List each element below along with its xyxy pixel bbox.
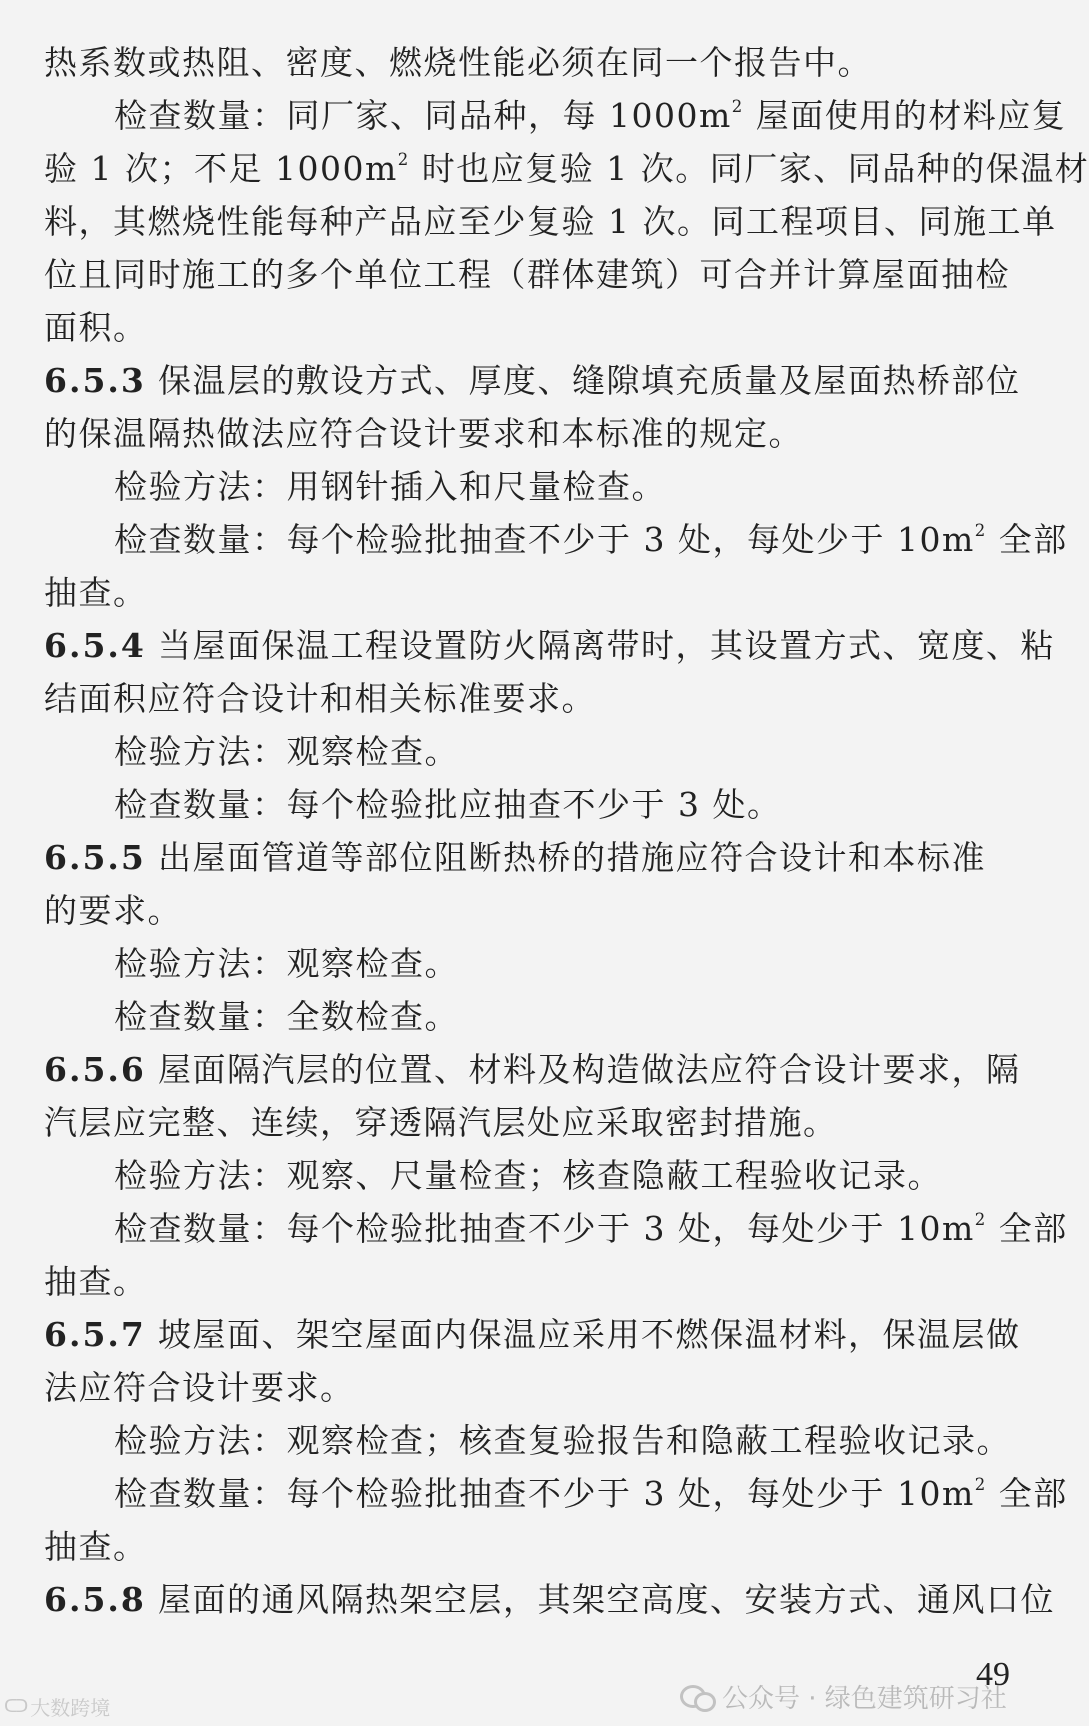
line-text: 检验方法：观察检查。 (114, 944, 459, 983)
text-line (44, 142, 1089, 195)
text-line (44, 407, 1030, 460)
text-line (44, 248, 1030, 301)
text-line (44, 1202, 1068, 1255)
line-text: 检验方法：观察检查。 (114, 732, 459, 771)
page-number: 49 (976, 1656, 1010, 1693)
text-line (44, 937, 1030, 990)
text-line (44, 1149, 1030, 1202)
line-text: 检查数量：全数检查。 (114, 997, 459, 1036)
line-text: 检查数量：每个检验批抽查不少于 3 处，每处少于 $10m^2$ 全部 (114, 1209, 1068, 1248)
document-body (44, 36, 1089, 1626)
line-text: 验 1 次；不足 $1000m^2$ 时也应复验 1 次。同厂家、同品种的保温材 (44, 149, 1089, 188)
text-line (44, 36, 1030, 89)
clause-heading-line (44, 354, 1030, 407)
clause-number: 6.5.4 (44, 626, 146, 665)
text-line (44, 1255, 1030, 1308)
text-line (44, 89, 1067, 142)
clause-number: 6.5.6 (44, 1050, 146, 1089)
logo-icon: ᑕᑐ (4, 1696, 27, 1717)
line-text: 屋面的通风隔热架空层，其架空高度、安装方式、通风口位 (158, 1580, 1055, 1619)
watermark-text: 公众号 · 绿色建筑研习社 (722, 1684, 1007, 1714)
text-line (44, 301, 1030, 354)
clause-number: 6.5.5 (44, 838, 146, 877)
line-text: 检验方法：观察检查；核查复验报告和隐蔽工程验收记录。 (114, 1421, 1011, 1460)
line-text: 抽查。 (44, 573, 148, 612)
line-text: 的保温隔热做法应符合设计要求和本标准的规定。 (44, 414, 803, 453)
text-line (44, 1361, 1030, 1414)
watermark (680, 1678, 1007, 1715)
clause-heading-line (44, 1573, 1055, 1626)
line-text: 检查数量：同厂家、同品种，每 $1000m^2$ 屋面使用的材料应复 (114, 96, 1067, 135)
corner-mark-text: 大数跨境 (30, 1696, 111, 1720)
text-line (44, 884, 1030, 937)
line-text: 保温层的敷设方式、厚度、缝隙填充质量及屋面热桥部位 (158, 361, 1021, 400)
clause-heading-line (44, 831, 1030, 884)
line-text: 检查数量：每个检验批抽查不少于 3 处，每处少于 $10m^2$ 全部 (114, 520, 1068, 559)
corner-mark (4, 1692, 110, 1721)
line-text: 位且同时施工的多个单位工程（群体建筑）可合并计算屋面抽检 (44, 255, 1010, 294)
line-text: 热系数或热阻、密度、燃烧性能必须在同一个报告中。 (44, 43, 872, 82)
clause-heading-line (44, 1308, 1030, 1361)
text-line (44, 1096, 1030, 1149)
clause-number: 6.5.3 (44, 361, 146, 400)
line-text: 法应符合设计要求。 (44, 1368, 355, 1407)
line-text: 检验方法：观察、尺量检查；核查隐蔽工程验收记录。 (114, 1156, 942, 1195)
text-line (44, 778, 1030, 831)
clause-number: 6.5.8 (44, 1580, 146, 1619)
line-text: 出屋面管道等部位阻断热桥的措施应符合设计和本标准 (158, 838, 986, 877)
text-line (44, 1414, 1030, 1467)
line-text: 检验方法：用钢针插入和尺量检查。 (114, 467, 666, 506)
text-line (44, 1520, 1030, 1573)
clause-heading-line (44, 1043, 1030, 1096)
line-text: 检查数量：每个检验批应抽查不少于 3 处。 (114, 785, 782, 824)
line-text: 屋面隔汽层的位置、材料及构造做法应符合设计要求，隔 (158, 1050, 1021, 1089)
text-line (44, 460, 1030, 513)
line-text: 检查数量：每个检验批抽查不少于 3 处，每处少于 $10m^2$ 全部 (114, 1474, 1068, 1513)
line-text: 抽查。 (44, 1262, 148, 1301)
wechat-icon (680, 1683, 714, 1711)
text-line (44, 566, 1030, 619)
text-line (44, 1467, 1068, 1520)
line-text: 当屋面保温工程设置防火隔离带时，其设置方式、宽度、粘 (158, 626, 1055, 665)
text-line (44, 195, 1057, 248)
line-text: 料，其燃烧性能每种产品应至少复验 1 次。同工程项目、同施工单 (44, 202, 1057, 241)
line-text: 汽层应完整、连续，穿透隔汽层处应采取密封措施。 (44, 1103, 838, 1142)
line-text: 坡屋面、架空屋面内保温应采用不燃保温材料，保温层做 (158, 1315, 1021, 1354)
text-line (44, 513, 1068, 566)
line-text: 面积。 (44, 308, 148, 347)
text-line (44, 725, 1030, 778)
text-line (44, 672, 1030, 725)
clause-heading-line (44, 619, 1055, 672)
line-text: 抽查。 (44, 1527, 148, 1566)
clause-number: 6.5.7 (44, 1315, 146, 1354)
line-text: 结面积应符合设计和相关标准要求。 (44, 679, 596, 718)
line-text: 的要求。 (44, 891, 182, 930)
text-line (44, 990, 1030, 1043)
